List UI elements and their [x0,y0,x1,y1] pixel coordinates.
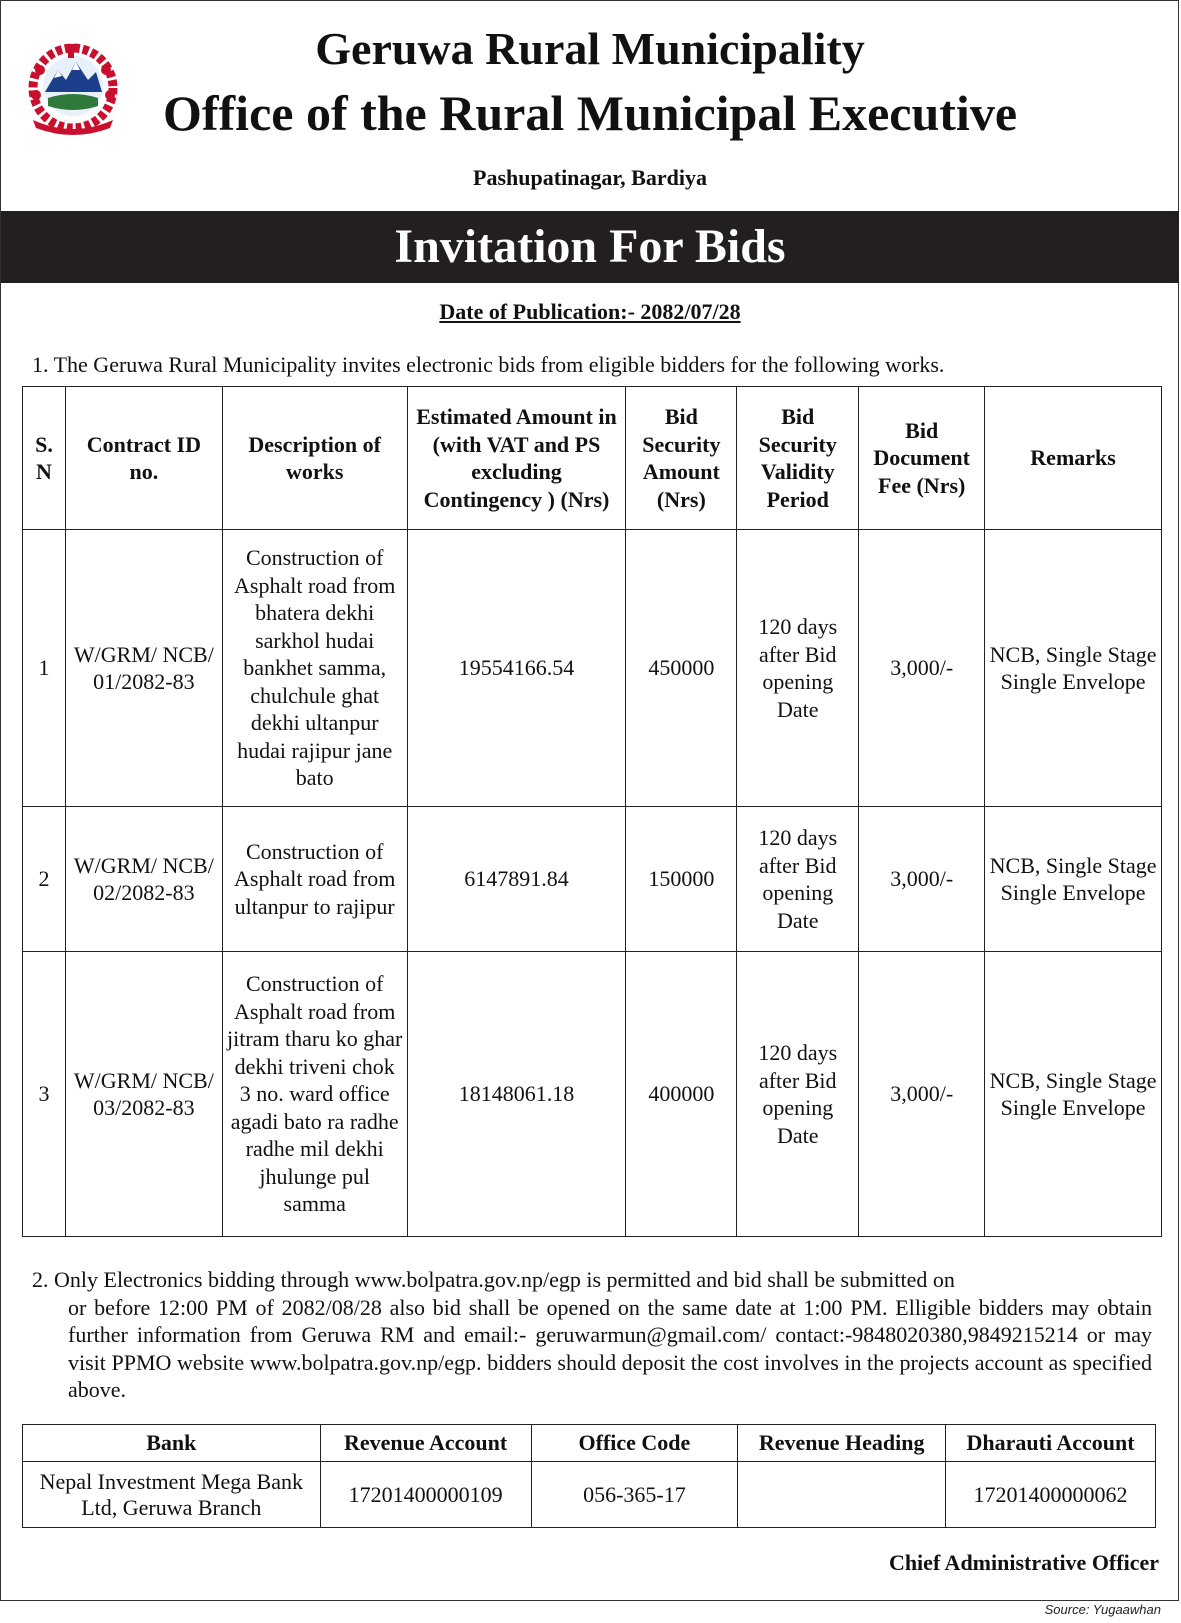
invitation-banner: Invitation For Bids [1,211,1179,283]
instructions-first-line: 2. Only Electronics bidding through www.bolpatra.gov.np/egp is permitted and bid shall be submitted on [32,1267,955,1292]
table-header-row [23,387,1162,530]
municipality-title: Geruwa Rural Municipality [315,23,865,74]
office-code-value: 056-365-17 [531,1462,738,1528]
header-revenue-account: Revenue Account [320,1425,531,1462]
row-bid-security: 400000 [626,952,737,1237]
header-office-code: Office Code [531,1425,738,1462]
revenue-heading-value [738,1462,946,1528]
address: Pashupatinagar, Bardiya [473,165,707,190]
row-estimated-amount: 18148061.18 [407,952,626,1237]
row-contract-id: W/GRM/ NCB/ 01/2082-83 [65,530,222,807]
row-document-fee: 3,000/- [859,952,985,1237]
table-row [23,807,1162,952]
row-sn: 1 [23,530,66,807]
row-validity: 120 days after Bid opening Date [737,807,859,952]
dharauti-account-number: 17201400000062 [946,1462,1156,1528]
row-description: Construction of Asphalt road from ultanpur to rajipur [222,807,407,952]
header-estimated-amount: Estimated Amount in (with VAT and PS excluding Contingency ) (Nrs) [407,387,626,530]
instructions-body: or before 12:00 PM of 2082/08/28 also bid shall be opened on the same date at 1:00 PM. Elligible bidders may obtain further information from Geruwa RM and email:- geruwarmun@gmail.com/ contact:-9848020380,9849215214 or may visit PPMO website www.bolpatra.gov.np/egp. bidders should deposit the cost involves in the projects account as specified above. [68,1294,1152,1402]
bids-table [22,386,1162,1237]
row-bid-security: 150000 [626,807,737,952]
row-description: Construction of Asphalt road from bhatera dekhi sarkhol hudai bankhet samma, chulchule ghat dekhi ultanpur hudai rajipur jane bato [222,530,407,807]
header-sn: S. N [23,387,66,530]
header-dharauti-account: Dharauti Account [946,1425,1156,1462]
header-document-fee: Bid Document Fee (Nrs) [859,387,985,530]
header-validity: Bid Security Validity Period [737,387,859,530]
header-remarks: Remarks [985,387,1162,530]
row-sn: 3 [23,952,66,1237]
row-estimated-amount: 6147891.84 [407,807,626,952]
bank-header-row [23,1425,1156,1462]
row-contract-id: W/GRM/ NCB/ 02/2082-83 [65,807,222,952]
source-credit: Source: Yugaawhan [1044,1602,1161,1617]
header-revenue-heading: Revenue Heading [738,1425,946,1462]
signatory-title: Chief Administrative Officer [888,1550,1159,1575]
header-bid-security: Bid Security Amount (Nrs) [626,387,737,530]
row-bid-security: 450000 [626,530,737,807]
row-document-fee: 3,000/- [859,807,985,952]
table-row [23,530,1162,807]
bank-account-table [22,1424,1156,1528]
office-title: Office of the Rural Municipal Executive [162,85,1018,141]
header-contract-id: Contract ID no. [65,387,222,530]
bank-name: Nepal Investment Mega Bank Ltd, Geruwa Branch [23,1462,321,1528]
row-validity: 120 days after Bid opening Date [737,952,859,1237]
row-remarks: NCB, Single Stage Single Envelope [985,952,1162,1237]
header-description: Description of works [222,387,407,530]
intro-paragraph: 1. The Geruwa Rural Municipality invites electronic bids from eligible bidders for the following works. [32,352,945,377]
row-document-fee: 3,000/- [859,530,985,807]
row-remarks: NCB, Single Stage Single Envelope [985,530,1162,807]
row-contract-id: W/GRM/ NCB/ 03/2082-83 [65,952,222,1237]
row-sn: 2 [23,807,66,952]
nepal-emblem-icon [18,40,128,140]
bank-row [23,1462,1156,1528]
revenue-account-number: 17201400000109 [320,1462,531,1528]
row-estimated-amount: 19554166.54 [407,530,626,807]
row-remarks: NCB, Single Stage Single Envelope [985,807,1162,952]
row-validity: 120 days after Bid opening Date [737,530,859,807]
publication-date: Date of Publication:- 2082/07/28 [439,299,741,324]
header-bank: Bank [23,1425,321,1462]
table-row [23,952,1162,1237]
bidding-instructions [32,1266,1152,1404]
row-description: Construction of Asphalt road from jitram tharu ko ghar dekhi triveni chok 3 no. ward office agadi bato ra radhe radhe mil dekhi jhulunge pul samma [222,952,407,1237]
